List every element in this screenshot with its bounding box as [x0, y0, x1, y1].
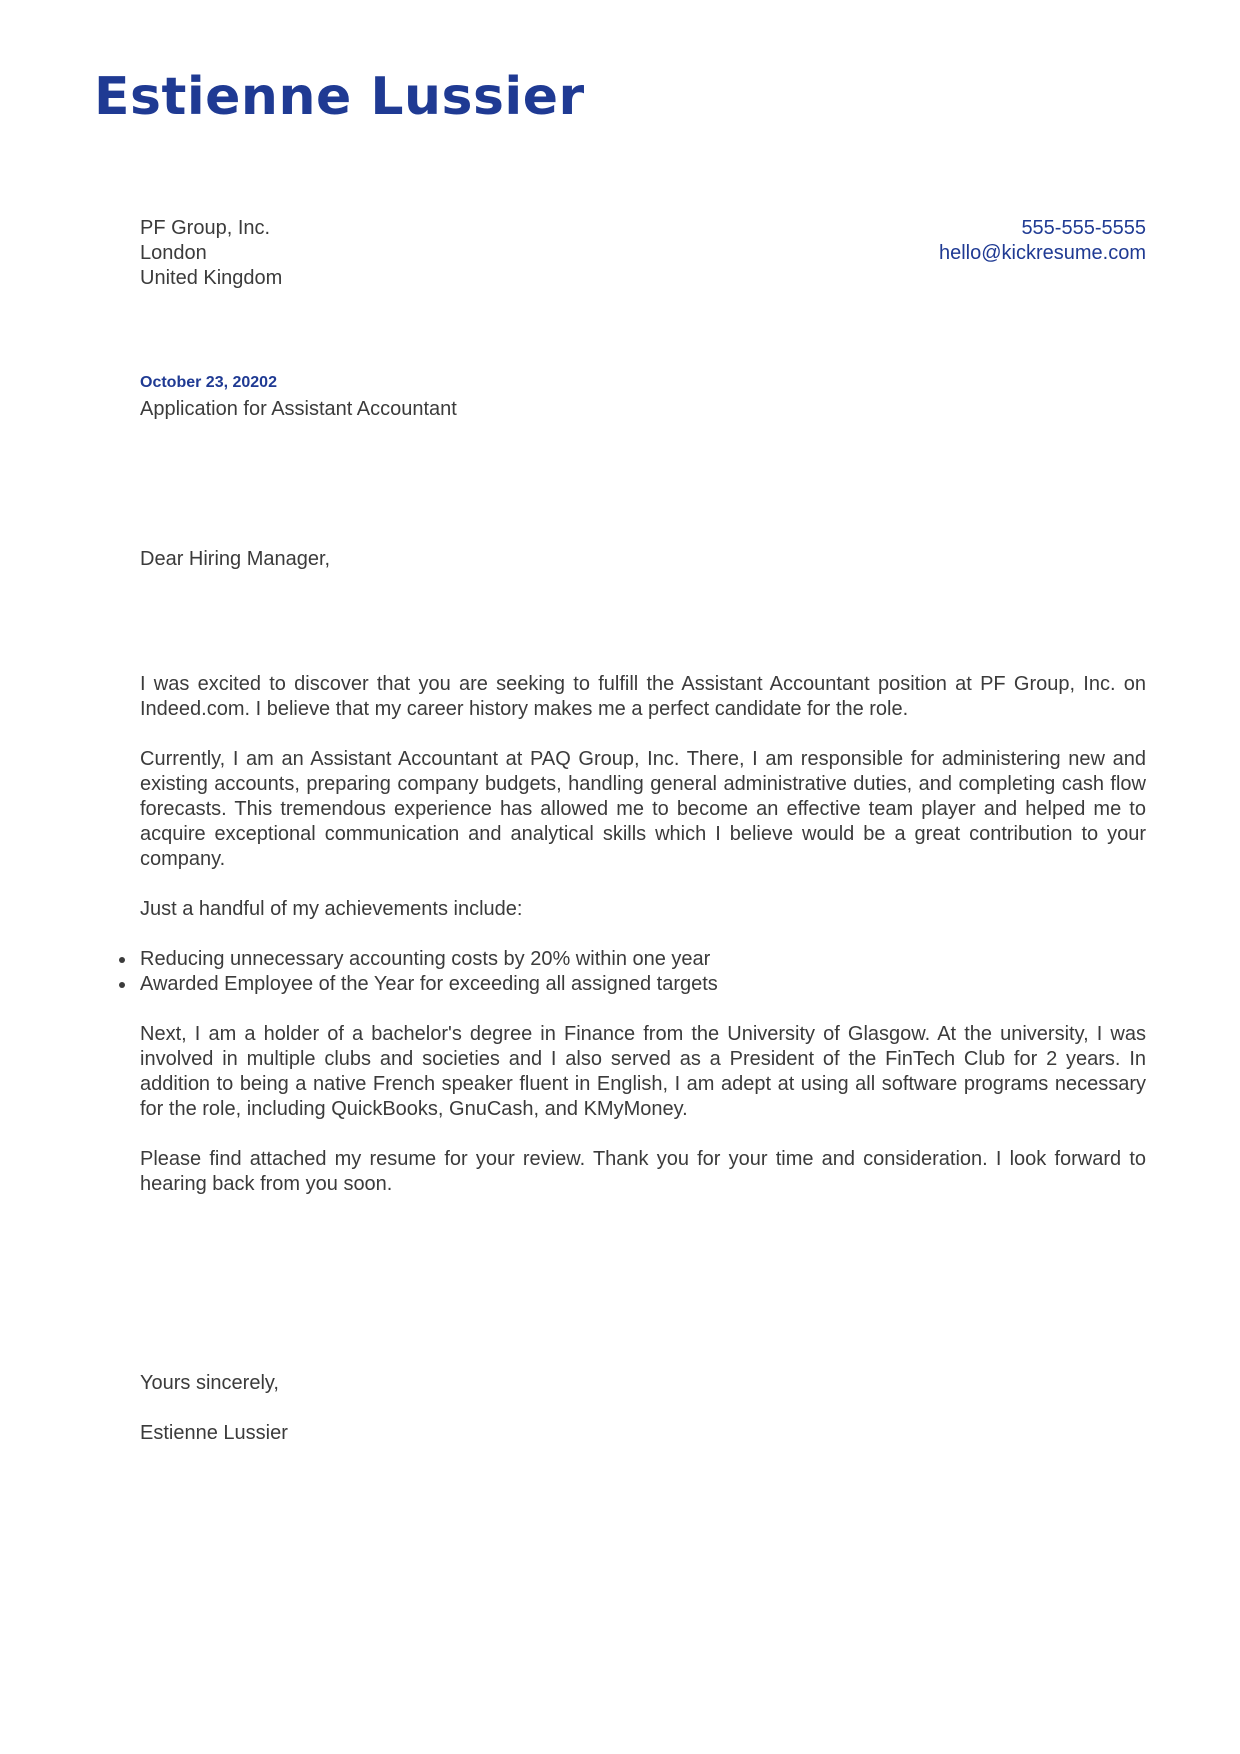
paragraph-closing: Please find attached my resume for your review. Thank you for your time and consideration. I look forward to hearing back from you soon.: [140, 1148, 1146, 1195]
paragraph-education: Next, I am a holder of a bachelor's degree in Finance from the University of Glasgow. At the university, I was involved in multiple clubs and societies and I also served as a President of the FinTech Club for 2 years. In addition to being a native French speaker fluent in English, I am adept at using all software programs necessary for the role, including QuickBooks, GnuCash, and KMyMoney.: [140, 1023, 1146, 1120]
letter-subject: Application for Assistant Accountant: [140, 398, 457, 420]
paragraph-experience: Currently, I am an Assistant Accountant at PAQ Group, Inc. There, I am responsible for administering new and existing accounts, preparing company budgets, handling general administrative duties, and completing cash flow forecasts. This tremendous experience has allowed me to become an effective team player and helped me to acquire exceptional communication and analytical skills which I believe would be a great contribution to your company.: [140, 748, 1146, 870]
recipient-city: London: [140, 242, 207, 264]
letter-date: October 23, 20202: [140, 374, 277, 391]
recipient-company: PF Group, Inc.: [140, 217, 271, 239]
list-item: Awarded Employee of the Year for exceeding all assigned targets: [140, 972, 1146, 997]
closing: Yours sincerely,: [140, 1372, 279, 1394]
contact-details: [939, 216, 1146, 266]
achievements-list: [140, 947, 1146, 997]
recipient-address: [140, 216, 282, 291]
signature-name: Estienne Lussier: [140, 1422, 288, 1444]
contact-email: hello@kickresume.com: [938, 242, 1146, 264]
applicant-name: Estienne Lussier: [94, 67, 585, 127]
salutation: Dear Hiring Manager,: [140, 548, 331, 570]
list-item: Reducing unnecessary accounting costs by 20% within one year: [140, 947, 1146, 972]
contact-phone: 555-555-5555: [1021, 217, 1146, 239]
achievements-intro: Just a handful of my achievements include:: [140, 898, 523, 920]
recipient-country: United Kingdom: [140, 267, 283, 289]
paragraph-intro: I was excited to discover that you are seeking to fulfill the Assistant Accountant position at PF Group, Inc. on Indeed.com. I believe that my career history makes me a perfect candidate for the role.: [140, 673, 1146, 720]
letter-body: [140, 672, 1146, 1222]
